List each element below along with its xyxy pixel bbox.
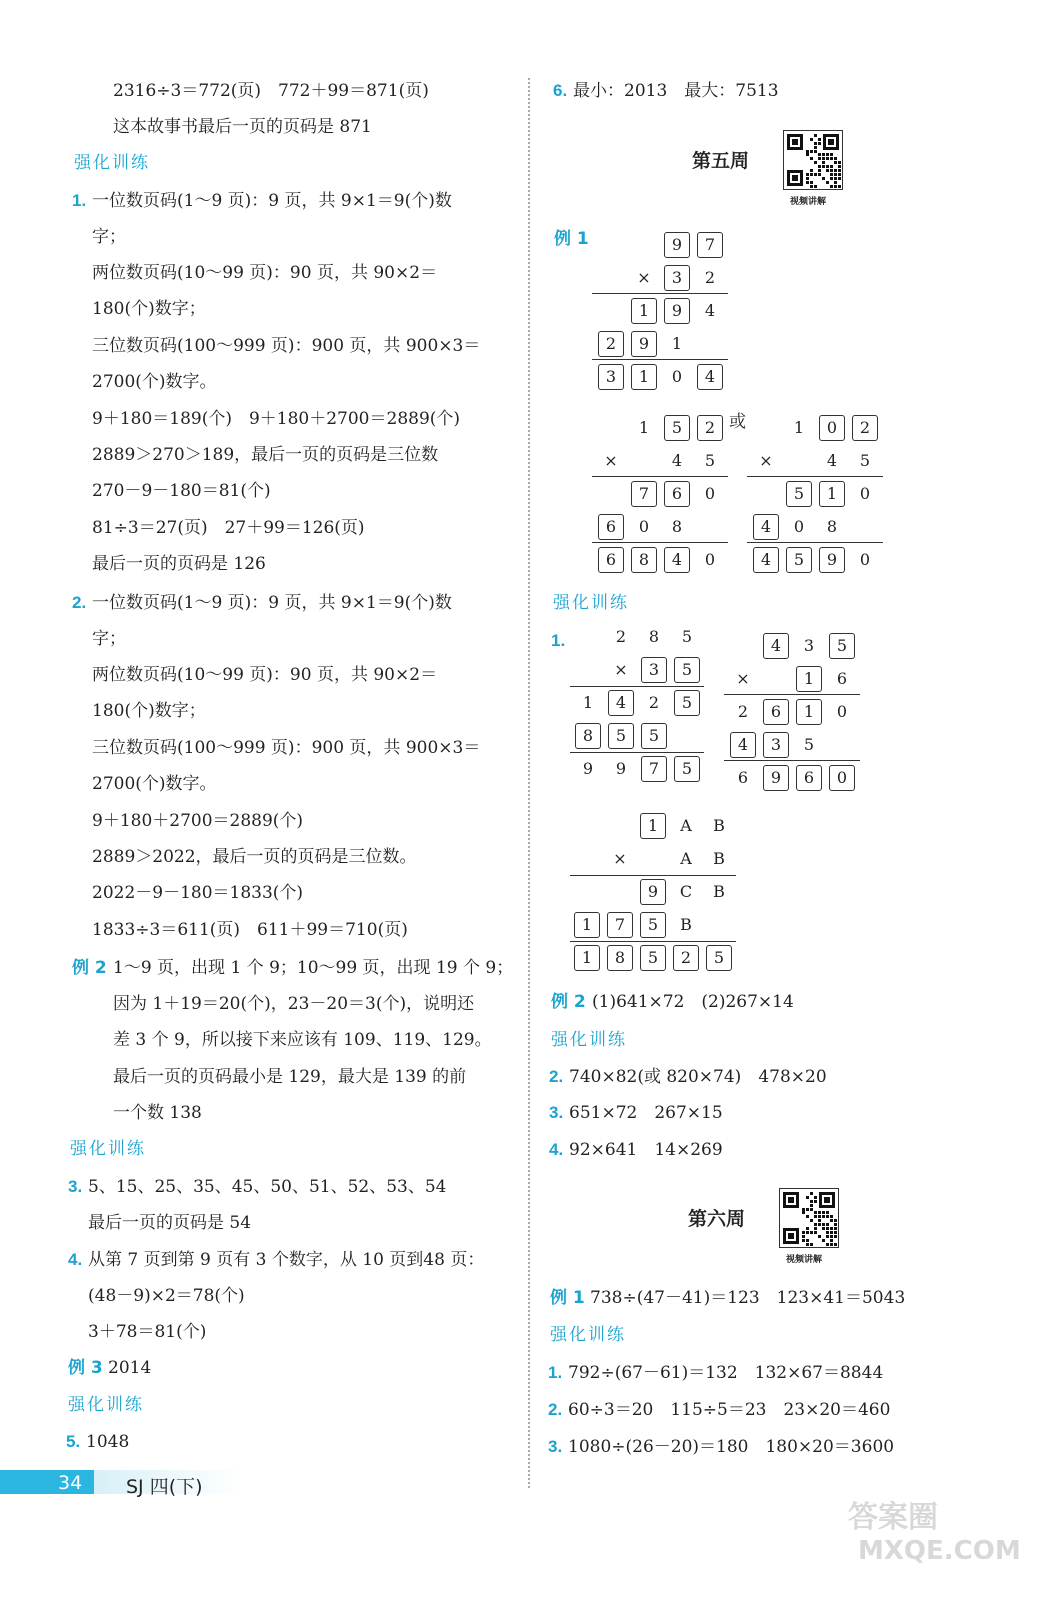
digit-box: 1 [631,364,657,390]
text-line: 651×72 267×15 [569,1103,723,1123]
digit: 0 [793,517,805,536]
text-line: 792÷(67－61)＝132 132×67＝8844 [568,1363,884,1383]
rule-line [747,542,883,543]
digit-box: 4 [753,514,779,540]
rule-line [724,760,860,761]
digit-box: 2 [598,331,624,357]
digit: C [679,882,693,901]
rule-line [592,293,728,294]
question-number: 5. [66,1432,81,1451]
digit-box: 9 [819,547,845,573]
digit: 6 [836,669,848,688]
rule-line [570,752,704,753]
digit-box: 9 [640,879,666,905]
digit-box: 0 [829,765,855,791]
digit-box: 3 [641,657,667,683]
example-label: 例 2 [72,958,107,978]
text-line: 两位数页码(10～99 页)：90 页，共 90×2＝ [92,665,438,685]
digit-box: 1 [640,813,666,839]
digit-box: 7 [631,481,657,507]
digit-box: 3 [664,265,690,291]
question-number: 3. [548,1437,563,1456]
digit: 6 [737,768,749,787]
digit: 0 [704,550,716,569]
text-line: 三位数页码(100～999 页)：900 页，共 900×3＝ [92,336,481,356]
digit: × [614,660,628,679]
text-line: 2889＞270＞189，最后一页的页码是三位数 [92,445,439,465]
text-line: 180(个)数字； [92,701,206,721]
text-line: 最后一页的页码最小是 129，最大是 139 的前 [113,1067,467,1087]
text-line: 1～9 页，出现 1 个 9；10～99 页，出现 19 个 9； [113,958,514,978]
digit-box: 2 [852,415,878,441]
example-label: 例 1 [550,1288,585,1308]
digit-box: 6 [664,481,690,507]
digit-box: 1 [819,481,845,507]
digit: 1 [582,693,594,712]
digit: 0 [671,367,683,386]
page-footer [0,1466,250,1496]
text-line: 9＋180＋2700＝2889(个) [92,811,304,831]
section-heading: 强化训练 [68,1395,144,1415]
text-line: 270－9－180＝81(个) [92,481,271,501]
digit-box: 5 [608,723,634,749]
rule-line [592,542,728,543]
page-number: 34 [58,1472,83,1494]
question-number: 1. [72,191,87,210]
digit-box: 7 [641,756,667,782]
text-line: 180(个)数字； [92,299,206,319]
digit: 0 [704,484,716,503]
week-heading: 第五周 [692,150,750,172]
digit: × [604,451,618,470]
digit: 4 [826,451,838,470]
digit-box: 5 [674,690,700,716]
question-number: 2. [548,1400,563,1419]
text-line: 三位数页码(100～999 页)：900 页，共 900×3＝ [92,738,481,758]
text-line: 一位数页码(1～9 页)：9 页，共 9×1＝9(个)数 [92,593,452,613]
digit-box: 5 [786,481,812,507]
digit-box: 1 [796,666,822,692]
week-heading: 第六周 [688,1208,746,1230]
digit-box: 4 [763,633,789,659]
digit-box: 1 [574,912,600,938]
qr-label: 视频讲解 [786,1255,823,1265]
text-line: 740×82(或 820×74) 478×20 [569,1067,827,1087]
text-line: 字； [92,629,126,649]
question-number: 3. [68,1177,83,1196]
digit: 5 [803,735,815,754]
digit: 9 [615,759,627,778]
digit: 1 [638,418,650,437]
text-line: 81÷3＝27(页) 27＋99＝126(页) [92,518,365,538]
question-number: 1. [551,631,566,650]
digit-box: 8 [631,547,657,573]
footer-bar [0,1470,100,1494]
digit-box: 5 [664,415,690,441]
digit: × [637,268,651,287]
digit-box: 2 [697,415,723,441]
digit: 4 [671,451,683,470]
digit-box: 8 [607,945,633,971]
column-divider [528,78,530,1488]
digit-box: 4 [730,732,756,758]
rule-line [592,359,728,360]
digit: 0 [638,517,650,536]
text-line: 5、15、25、35、45、50、51、52、53、54 [88,1177,447,1197]
digit-box: 5 [829,633,855,659]
digit: 8 [826,517,838,536]
rule-line [570,686,704,687]
text-line: 9＋180＝189(个) 9＋180＋2700＝2889(个) [92,409,461,429]
digit: 5 [681,627,693,646]
question-number: 2. [72,593,87,612]
text-line: 字； [92,227,126,247]
digit: B [680,915,692,934]
digit-box: 4 [608,690,634,716]
question-number: 3. [549,1103,564,1122]
digit-box: 3 [763,732,789,758]
text-line: 738÷(47－41)＝123 123×41＝5043 [590,1288,906,1308]
digit: 9 [582,759,594,778]
text-line: (48－9)×2＝78(个) [88,1286,245,1306]
digit-box: 5 [706,945,732,971]
digit-box: 9 [631,331,657,357]
book-label: SJ 四(下) [126,1476,203,1498]
digit-box: 6 [796,765,822,791]
digit-box: 0 [819,415,845,441]
rule-line [570,875,736,876]
text-line: 最后一页的页码是 54 [88,1213,252,1233]
question-number: 4. [68,1250,83,1269]
digit: A [680,849,692,868]
digit-box: 4 [697,364,723,390]
qr-code-icon[interactable] [783,130,843,190]
digit-box: 1 [631,298,657,324]
digit: 0 [836,702,848,721]
text-line: 2700(个)数字。 [92,774,217,794]
digit: × [736,669,750,688]
digit-box: 9 [664,232,690,258]
example-label: 例 2 [551,992,586,1012]
digit-box: 8 [575,723,601,749]
digit-box: 9 [763,765,789,791]
rule-line [724,694,860,695]
digit: × [759,451,773,470]
rule-line [747,476,883,477]
text-line: 3＋78＝81(个) [88,1322,207,1342]
digit: 4 [704,301,716,320]
digit: 2 [648,693,660,712]
digit: 5 [704,451,716,470]
qr-code-icon[interactable] [779,1188,839,1248]
digit-box: 9 [664,298,690,324]
text-line: 因为 1＋19＝20(个)，23－20＝3(个)，说明还 [113,994,475,1014]
text-line: 2022－9－180＝1833(个) [92,883,304,903]
example-label: 例 1 [554,229,589,249]
text-line: 这本故事书最后一页的页码是 871 [113,117,372,137]
digit: 1 [671,334,683,353]
qr-label: 视频讲解 [790,197,827,207]
digit-box: 7 [697,232,723,258]
digit-box: 2 [673,945,699,971]
section-heading: 强化训练 [551,1030,627,1050]
digit: 0 [859,484,871,503]
digit: × [613,849,627,868]
question-number: 4. [549,1140,564,1159]
text-line: 两位数页码(10～99 页)：90 页，共 90×2＝ [92,263,438,283]
section-heading: 强化训练 [74,153,150,173]
digit: 5 [859,451,871,470]
digit-box: 4 [753,547,779,573]
text-line: 一个数 138 [113,1103,202,1123]
digit-box: 1 [796,699,822,725]
question-number: 2. [549,1067,564,1086]
text-line: 2700(个)数字。 [92,372,217,392]
digit: 2 [704,268,716,287]
example-label: 例 3 [68,1358,103,1378]
digit-box: 5 [674,756,700,782]
section-heading: 强化训练 [70,1139,146,1159]
text-line: 差 3 个 9，所以接下来应该有 109、119、129。 [113,1030,492,1050]
question-number: 6. [553,81,568,100]
text-line: 2316÷3＝772(页) 772＋99＝871(页) [113,81,429,101]
text-line: 2014 [108,1358,152,1378]
digit-box: 6 [598,547,624,573]
digit: 2 [615,627,627,646]
text-line: 从第 7 页到第 9 页有 3 个数字，从 10 页到48 页： [88,1250,485,1270]
digit-box: 3 [598,364,624,390]
digit-box: 4 [664,547,690,573]
rule-line [592,476,728,477]
text-line: 一位数页码(1～9 页)：9 页，共 9×1＝9(个)数 [92,191,452,211]
text-line: 1048 [86,1432,130,1452]
section-heading: 强化训练 [550,1325,626,1345]
rule-line [570,941,736,942]
watermark-logo: 答案圈 [848,1500,938,1535]
text-line: 1833÷3＝611(页) 611＋99＝710(页) [92,920,408,940]
digit: A [680,816,692,835]
digit: 1 [793,418,805,437]
digit-box: 5 [641,723,667,749]
text-line: 1080÷(26－20)＝180 180×20＝3600 [568,1437,895,1457]
text-line: 92×641 14×269 [569,1140,723,1160]
digit-box: 1 [574,945,600,971]
digit: 0 [859,550,871,569]
digit-box: 7 [607,912,633,938]
question-number: 1. [548,1363,563,1382]
text-line: 最后一页的页码是 126 [92,554,266,574]
digit: B [713,849,725,868]
digit: B [713,816,725,835]
or-label: 或 [729,412,746,432]
digit: 8 [671,517,683,536]
text-line: 2889＞2022，最后一页的页码是三位数。 [92,847,417,867]
watermark-url: MXQE.COM [858,1536,1021,1566]
digit-box: 5 [640,945,666,971]
digit: B [713,882,725,901]
text-line: 60÷3＝20 115÷5＝23 23×20＝460 [568,1400,891,1420]
digit-box: 6 [598,514,624,540]
digit: 3 [803,636,815,655]
digit: 2 [737,702,749,721]
digit-box: 6 [763,699,789,725]
digit-box: 5 [786,547,812,573]
digit-box: 5 [640,912,666,938]
digit-box: 5 [674,657,700,683]
text-line: 最小：2013 最大：7513 [573,81,779,101]
text-line: (1)641×72 (2)267×14 [592,992,794,1012]
section-heading: 强化训练 [553,593,629,613]
digit: 8 [648,627,660,646]
